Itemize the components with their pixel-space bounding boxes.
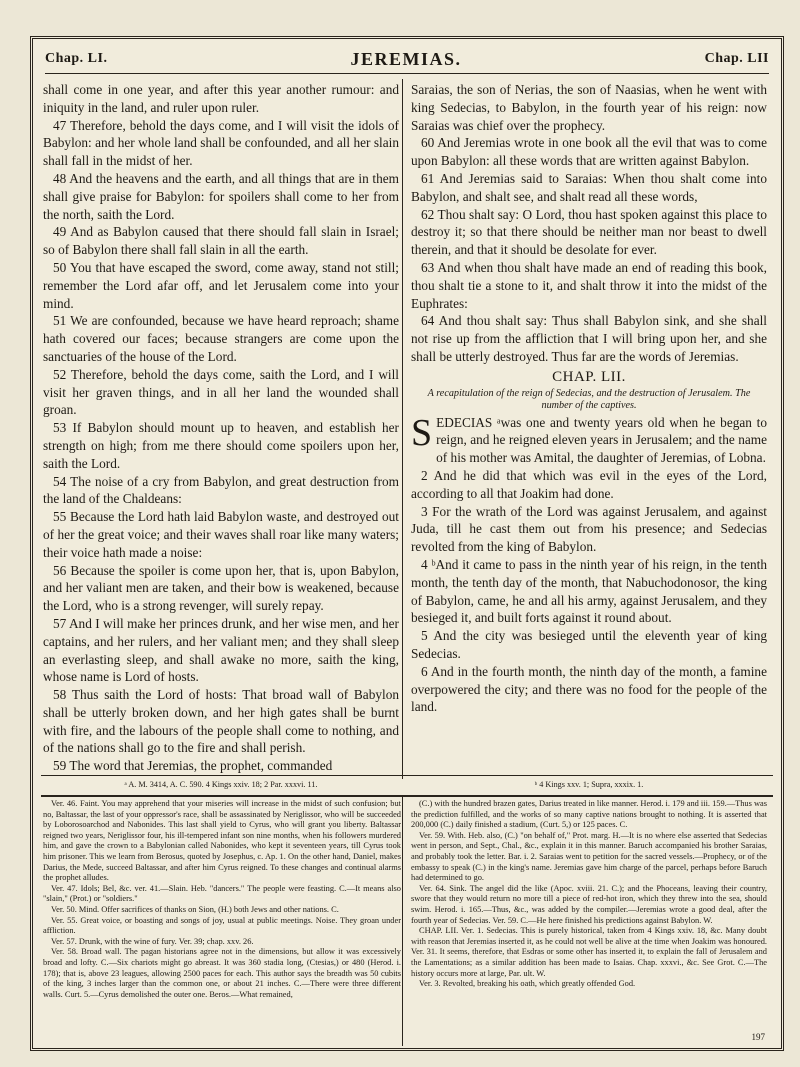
verse: 54 The noise of a cry from Babylon, and great destruction from the land of the Chaldeans: xyxy=(43,473,399,507)
verse: 2 And he did that which was evil in the eyes of the Lord, according to all that Joakim had done. xyxy=(411,467,767,501)
commentary-note: CHAP. LII. Ver. 1. Sedecias. This is purely historical, taken from 4 Kings xxiv. 18, &c. Many doubt with reason that Jeremias inserted it, as he could not well be alive at the time when Joakim was honoured. Ver. 31. It seems, therefore, that Esdras or some other has inserted it, to explain the fall of Jerusalem and the Lamentations; as a similar addition has been made to Isaias. Chap. xxxvi., &c. See Grot. C.—The history occurs more at large, Par. ult. W. xyxy=(411,926,767,978)
verse: Saraias, the son of Nerias, the son of Naasias, when he went with king Sedecias, to Babylon, in the fourth year of his reign: now Saraias was chief over the prophecy. xyxy=(411,82,767,133)
footnote-left: ᵃ A. M. 3414, A. C. 590. 4 Kings xxiv. 18; 2 Par. xxxvi. 11. xyxy=(124,780,318,789)
verse: 6 And in the fourth month, the ninth day of the month, a famine overpowered the city; and there was no food for the people of the land. xyxy=(411,663,767,715)
running-header xyxy=(45,45,769,74)
verse: 3 For the wrath of the Lord was against Jerusalem, and against Juda, till he cast them out from his presence; and Sedecias revolted from the king of Babylon. xyxy=(411,503,767,555)
verse: 50 You that have escaped the sword, come away, stand not still; remember the Lord afar off, and let Jerusalem come into your mind. xyxy=(43,259,399,311)
verse: 53 If Babylon should mount up to heaven, and establish her strength on high; from me there should come spoilers upon her, saith the Lord. xyxy=(43,420,399,471)
commentary-left xyxy=(43,799,401,1000)
column-divider xyxy=(402,79,403,779)
commentary-note: Ver. 59. With. Heb. also, (C.) "on behalf of," Prot. marg. H.—It is no where else asserted that Sedecias went in person, and Sept., Chal., &c., explain it in this manner. Baruch accompanied his brother Saraias, and probably took the letter. Bar. i. 2. Saraias went to petition for the sacred vessels.—Prophecy, or of the embassy to speak (C.) in the king's name. Jeremias gave him charge of the parcel, perhaps before Baruch had determined to go. xyxy=(411,830,767,883)
footnote-right: ᵇ 4 Kings xxv. 1; Supra, xxxix. 1. xyxy=(534,780,644,789)
commentary-note: Ver. 3. Revolted, breaking his oath, which greatly offended God. xyxy=(419,979,636,989)
verse: 58 Thus saith the Lord of hosts: That broad wall of Babylon shall be utterly broken down, and her high gates shall be burnt with fire, and the labours of the people shall come to nothing, and of the nations shall go to the fire and shall perish. xyxy=(43,687,399,756)
first-verse-text: EDECIAS ᵃwas one and twenty years old when he began to reign, and he reigned eleven years in Jerusalem; and the name of his mother was Amital, the daughter of Jeremias, of Lobna. xyxy=(436,414,767,466)
verse: 61 And Jeremias said to Saraias: When thou shalt come into Babylon, and shalt see, and shalt read all these words, xyxy=(411,170,767,204)
commentary-note: Ver. 50. Mind. Offer sacrifices of thanks on Sion, (H.) both Jews and other nations. C. xyxy=(51,904,339,914)
commentary-note: Ver. 64. Sink. The angel did the like (Apoc. xviii. 21. C.); and the Phoceans, leaving their country, swore that they would return no more till a piece of red-hot iron, which they threw into the sea, should swim. Herod. i. 165.—Thus, &c., was added by the compiler.—Jeremias wrote a good deal, after the fourth year of Sedecias. Ver. 59. C.—He here finished his predictions against Babylon. W. xyxy=(411,883,767,925)
chapter-summary: A recapitulation of the reign of Sedecias, and the destruction of Jerusalem. The number of the captives. xyxy=(427,387,751,411)
verse: 48 And the heavens and the earth, and all things that are in them shall give praise for Babylon: for spoilers shall come to her from the north, saith the Lord. xyxy=(43,170,399,222)
header-book-title: JEREMIAS. xyxy=(350,48,462,69)
drop-cap: S xyxy=(411,411,433,454)
header-chapter-right: Chap. LII xyxy=(704,51,769,66)
page-frame xyxy=(30,36,784,1051)
left-text-column xyxy=(43,81,399,775)
verse: 55 Because the Lord hath laid Babylon waste, and destroyed out of her the great voice; and their waves shall roar like many waters; their voice hath made a noise: xyxy=(43,509,399,560)
verse: 64 And thou shalt say: Thus shall Babylon sink, and she shall not rise up from the affliction that I will bring upon her, and she shall be utterly destroyed. Thus far are the words of Jeremias. xyxy=(411,313,767,364)
commentary-note: Ver. 46. Faint. You may apprehend that your miseries will increase in the midst of such confusion; but no, Baltassar, the last of your oppressor's race, shall be assassinated by Neriglissor, who will be succeeded by Loborosoarchod and Nabonides. This last shall yield to Cyrus, who will grant you liberty. Baltassar reigned two years, Neriglissor four, his ill-tempered infant son nine months, when his followers murdered him, and gave the crown to a Babylonian called Nabonides, who kept it seventeen years, till Cyrus took him prisoner. This we learn from Berosus, quoted by Josephus, c. Ap. 1. On the other hand, Daniel, makes Darius, the Mede, succeed Baltassar, and after him Cyrus reigned. To these changes and continual alarms the prophet alludes. xyxy=(43,799,401,883)
verse: 60 And Jeremias wrote in one book all the evil that was to come upon Babylon: all these words that are written against Babylon. xyxy=(411,135,767,169)
verse: 49 And as Babylon caused that there should fall slain in Israel; so of Babylon there shall fall slain in all the earth. xyxy=(43,224,399,258)
commentary-note: Ver. 47. Idols; Bel, &c. ver. 41.—Slain. Heb. "dancers." The people were feasting. C.—It means also "slain," (Prot.) or "soldiers." xyxy=(43,883,401,904)
commentary-note: (C.) with the hundred brazen gates, Darius treated in like manner. Herod. i. 179 and iii. 159.—Thus was the prediction fulfilled, and the works of so many captive nations brought to nothing. It is asserted that 200,000 (C.) daily finished a stadium, (Curt. 5,) or 125 paces. C. xyxy=(411,799,767,830)
verse: shall come in one year, and after this year another rumour: and iniquity in the land, and ruler upon ruler. xyxy=(43,82,399,115)
verse: 57 And I will make her princes drunk, and her wise men, and her captains, and her rulers, and her valiant men; and they shall sleep an everlasting sleep, and shall awake no more, saith the king, whose name is Lord of hosts. xyxy=(43,615,399,685)
footnote-rule xyxy=(41,775,773,776)
commentary-note: Ver. 55. Great voice, or boasting and songs of joy, usual at public meetings. Noise. They groan under affliction. xyxy=(43,915,401,936)
notes-rule xyxy=(41,795,773,797)
verse: 63 And when thou shalt have made an end of reading this book, thou shalt tie a stone to it, and shalt throw it into the midst of the Euphrates: xyxy=(411,259,767,311)
verse: 51 We are confounded, because we have heard reproach; shame hath covered our faces; because strangers are come upon the sanctuaries of the house of the Lord. xyxy=(43,313,399,364)
verse: 47 Therefore, behold the days come, and I will visit the idols of Babylon: and her whole land shall be confounded, and all her slain shall fall in the midst of her. xyxy=(43,117,399,169)
verse: 62 Thou shalt say: O Lord, thou hast spoken against this place to destroy it; so that there should be neither man nor beast to dwell therein, and that it should be desolate for ever. xyxy=(411,206,767,258)
header-chapter-left: Chap. LI. xyxy=(45,51,108,66)
verse: 59 The word that Jeremias, the prophet, commanded xyxy=(53,758,333,774)
chapter-first-verse xyxy=(411,411,767,467)
commentary-right xyxy=(411,799,767,990)
verse: 4 ᵇAnd it came to pass in the ninth year of his reign, in the tenth month, the tenth day of the month, that Nabuchodonosor, the king of Babylon, came, he and all his army, against Jerusalem, and they besieged it, and built forts against it round about. xyxy=(411,556,767,626)
notes-column-divider xyxy=(402,796,403,1046)
verse: 52 Therefore, behold the days come, saith the Lord, and I will visit her graven things, and in all her land the wounded shall groan. xyxy=(43,366,399,418)
commentary-note: Ver. 58. Broad wall. The pagan historians agree not in the dimensions, but allow it was excessively broad and lofty. C.—Six chariots might go abreast. It was 360 stadia long, (Ctesias,) or 480 (Herod. i. 178); that is, above 23 leagues, allowing 2500 paces for each. This author says the breadth was 50 cubits of the king, 3 inches larger than the common one, or about 21 inches. C.—There were three different walls. Curt. 5.—Cyrus demolished the outer one. Beros.—What remained, xyxy=(43,947,401,999)
verse: 56 Because the spoiler is come upon her, that is, upon Babylon, and her valiant men are taken, and their bow is weakened, because the Lord, who is a strong revenger, will surely repay. xyxy=(43,562,399,614)
verse: 5 And the city was besieged until the eleventh year of king Sedecias. xyxy=(411,628,767,661)
right-text-column xyxy=(411,81,767,716)
page-number: 197 xyxy=(751,1032,765,1042)
chapter-heading: CHAP. LII. xyxy=(552,368,626,385)
commentary-note: Ver. 57. Drunk, with the wine of fury. Ver. 39; chap. xxv. 26. xyxy=(51,936,254,946)
